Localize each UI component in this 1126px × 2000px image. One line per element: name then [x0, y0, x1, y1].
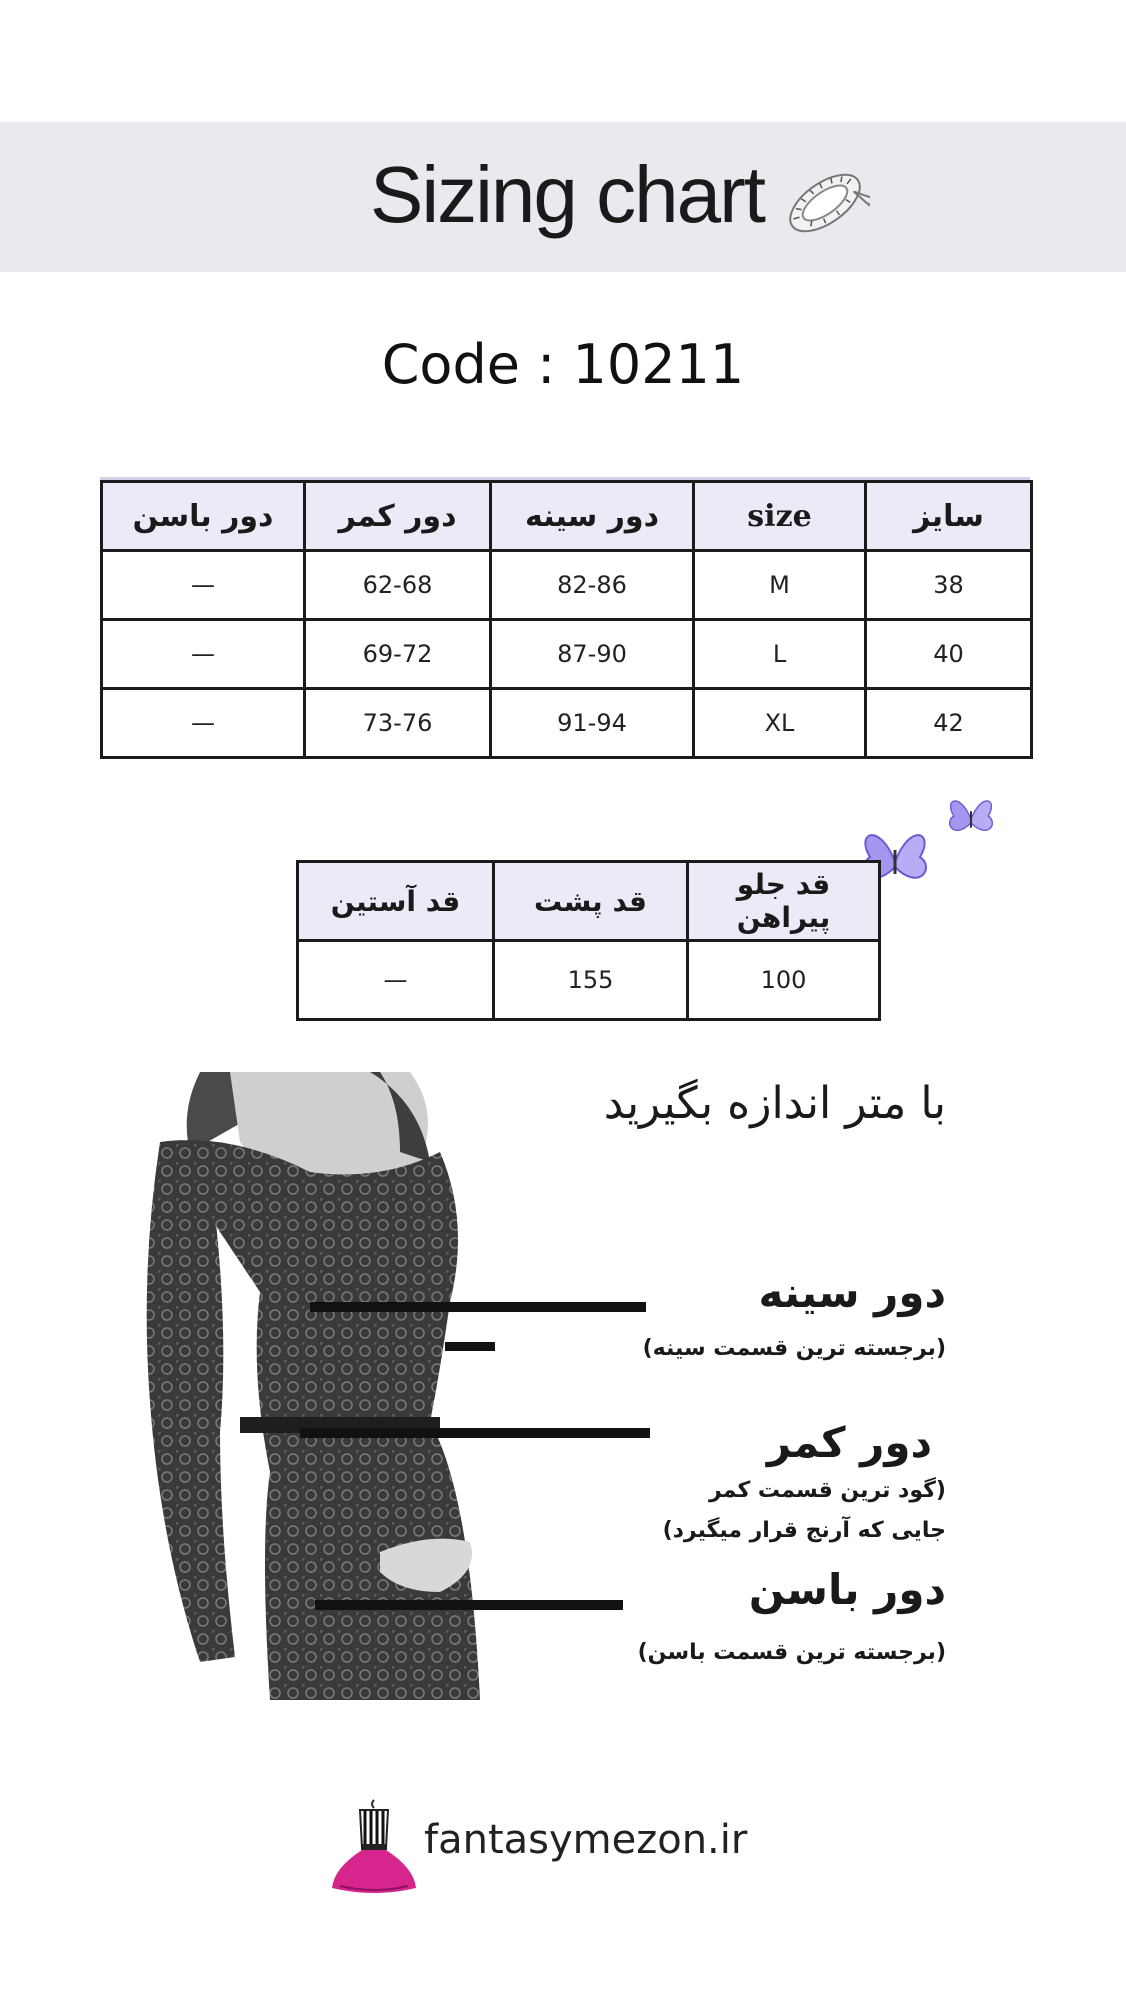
header-hip: دور باسن — [102, 482, 305, 551]
cell-chest: 82-86 — [491, 551, 694, 620]
dress-logo-icon — [330, 1798, 418, 1898]
cell-waist: 73-76 — [305, 689, 491, 758]
cell-chest: 91-94 — [491, 689, 694, 758]
cell-hip: — — [102, 551, 305, 620]
measuring-tape-icon — [780, 158, 870, 248]
table-header-row — [298, 862, 880, 941]
cell-size-fa: 42 — [866, 689, 1032, 758]
cell-size-en: XL — [694, 689, 866, 758]
cell-front-length: 100 — [688, 941, 880, 1020]
header-front-length: قد جلو پیراهن — [688, 862, 880, 941]
length-table — [296, 860, 881, 1021]
header-size-en: size — [694, 482, 866, 551]
size-table — [100, 480, 1033, 759]
cell-waist: 62-68 — [305, 551, 491, 620]
cell-hip: — — [102, 620, 305, 689]
table-row — [102, 551, 1032, 620]
header-sleeve-length: قد آستین — [298, 862, 494, 941]
hip-line — [315, 1600, 623, 1610]
header-waist: دور کمر — [305, 482, 491, 551]
page-title: Sizing chart — [370, 150, 764, 239]
header-size-fa: سایز — [866, 482, 1032, 551]
cell-sleeve-length: — — [298, 941, 494, 1020]
cell-size-en: M — [694, 551, 866, 620]
cell-waist: 69-72 — [305, 620, 491, 689]
cell-size-en: L — [694, 620, 866, 689]
chest-label: دور سینه — [758, 1268, 946, 1317]
cell-size-fa: 38 — [866, 551, 1032, 620]
hip-note: (برجسته ترین قسمت باسن) — [637, 1640, 946, 1665]
waist-label: دور کمر — [766, 1418, 932, 1467]
chest-note: (برجسته ترین قسمت سینه) — [642, 1336, 946, 1361]
table-row — [298, 941, 880, 1020]
waist-note-1: (گود ترین قسمت کمر — [709, 1478, 946, 1503]
instructions-title: با متر اندازه بگیرید — [603, 1078, 946, 1129]
waist-line — [300, 1428, 650, 1438]
table-header-row — [102, 482, 1032, 551]
table-row — [102, 620, 1032, 689]
website-link[interactable]: fantasymezon.ir — [424, 1817, 748, 1863]
hip-label: دور باسن — [748, 1565, 946, 1614]
chest-line-short — [445, 1342, 495, 1351]
cell-size-fa: 40 — [866, 620, 1032, 689]
product-code: Code : 10211 — [381, 333, 745, 396]
butterfly-icon — [940, 785, 1002, 847]
table-row — [102, 689, 1032, 758]
cell-chest: 87-90 — [491, 620, 694, 689]
header-back-length: قد پشت — [494, 862, 688, 941]
chest-line — [310, 1302, 646, 1312]
cell-hip: — — [102, 689, 305, 758]
header-chest: دور سینه — [491, 482, 694, 551]
cell-back-length: 155 — [494, 941, 688, 1020]
waist-note-2: جایی که آرنج قرار میگیرد) — [662, 1518, 946, 1543]
